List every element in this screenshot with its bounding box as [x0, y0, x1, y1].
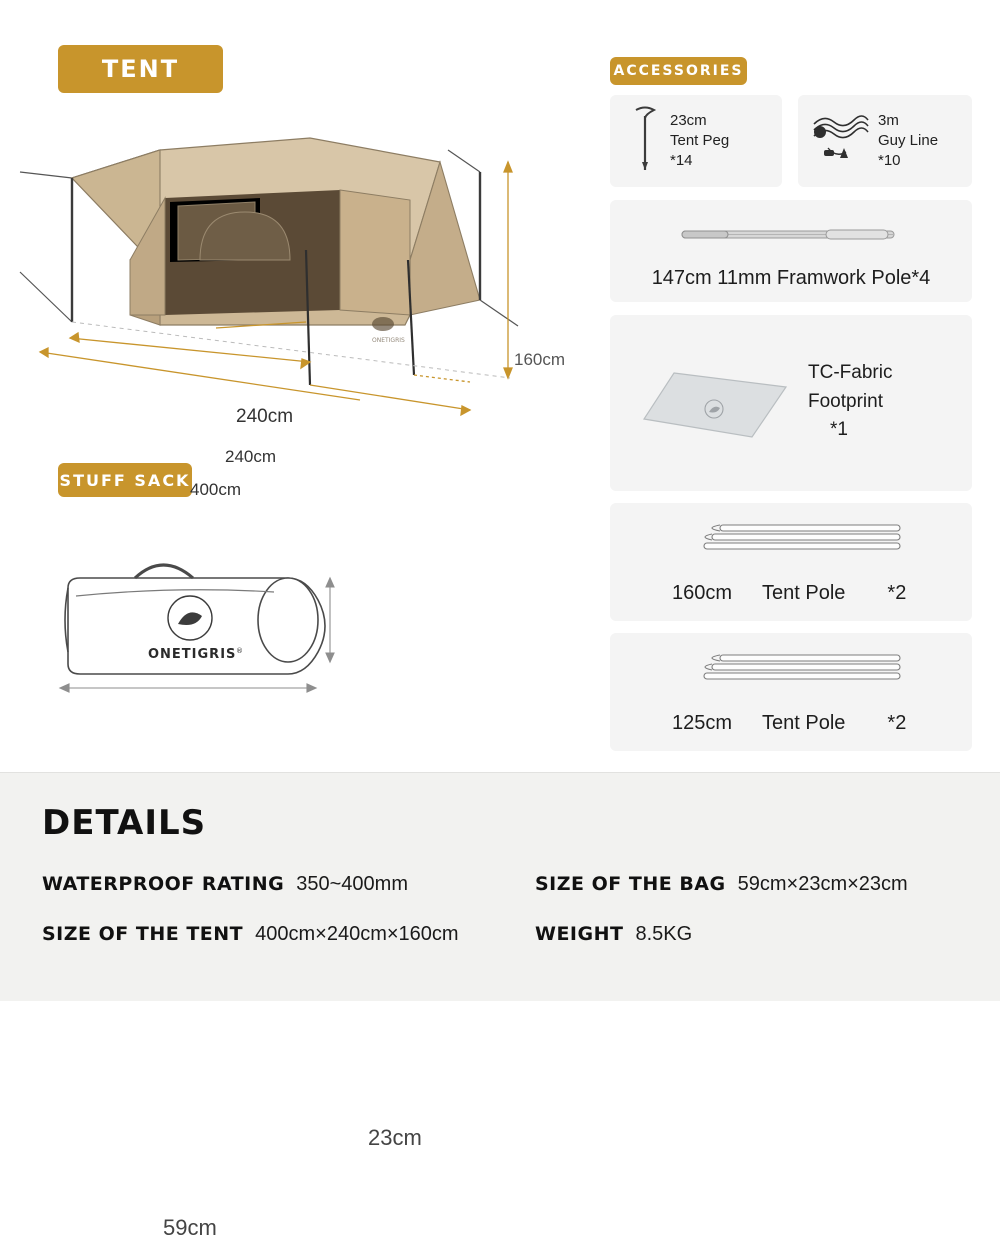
accessory-name: Tent Pole	[762, 712, 846, 734]
accessory-size: 125cm	[672, 712, 733, 734]
section-label-tent: TENT	[58, 45, 223, 93]
accessory-count: *1	[830, 419, 848, 440]
svg-text:®: ®	[236, 647, 243, 655]
stuff-sack-drawing	[30, 520, 450, 740]
spec-size-of-the-tent	[42, 923, 459, 946]
svg-text:ONETIGRIS: ONETIGRIS	[148, 647, 237, 662]
accessory-name-line1: TC-Fabric	[808, 362, 893, 383]
spec-key: WEIGHT	[535, 923, 624, 945]
tent-pole-icon	[698, 519, 904, 562]
framework-pole-icon	[610, 222, 972, 253]
spec-weight	[535, 923, 692, 946]
sack-length-label: 59cm	[163, 1215, 217, 1240]
accessory-count: *2	[887, 712, 907, 734]
spec-key: WATERPROOF RATING	[42, 873, 285, 895]
tent-width-label: 240cm	[225, 447, 277, 466]
accessory-size: 160cm	[672, 582, 733, 604]
accessory-card-guy-line	[798, 95, 972, 187]
details-title: DETAILS	[42, 803, 207, 843]
spec-value: 400cm×240cm×160cm	[255, 923, 459, 945]
accessory-card-tent-pole-125	[610, 633, 972, 751]
spec-key: SIZE OF THE TENT	[42, 923, 244, 945]
accessory-count: *2	[887, 582, 907, 604]
footprint-icon	[640, 367, 790, 448]
svg-text:ONETIGRIS: ONETIGRIS	[372, 337, 405, 344]
accessory-caption: 147cm 11mm Framwork Pole*4	[651, 267, 931, 289]
accessory-name: Tent Pole	[762, 582, 846, 604]
accessory-size: 3m	[878, 111, 899, 129]
spec-value: 8.5KG	[635, 923, 693, 945]
section-label-accessories: ACCESSORIES	[610, 57, 747, 85]
accessory-count: *14	[670, 152, 693, 170]
spec-size-of-the-bag	[535, 873, 908, 896]
spec-value: 59cm×23cm×23cm	[737, 873, 908, 895]
guy-line-icon	[810, 104, 872, 178]
tent-drawing	[10, 110, 590, 450]
tent-depth-label: 240cm	[236, 406, 294, 427]
accessory-card-tent-pole-160	[610, 503, 972, 621]
tent-peg-icon	[628, 104, 662, 178]
accessory-name: Guy Line	[878, 131, 939, 149]
section-label-stuff-sack: STUFF SACK	[58, 463, 192, 497]
details-panel	[0, 772, 1000, 1001]
spec-value: 350~400mm	[296, 873, 408, 895]
accessory-name: Tent Peg	[670, 131, 730, 149]
tent-length-label: 400cm	[190, 480, 242, 499]
sack-height-label: 23cm	[368, 1125, 422, 1150]
spec-key: SIZE OF THE BAG	[535, 873, 726, 895]
accessory-card-framework-pole	[610, 200, 972, 302]
accessory-count: *10	[878, 152, 901, 170]
accessory-card-footprint	[610, 315, 972, 491]
accessory-card-tent-peg	[610, 95, 782, 187]
tent-height-label: 160cm	[514, 350, 566, 369]
tent-pole-icon	[698, 649, 904, 692]
spec-waterproof-rating	[42, 873, 408, 896]
accessory-name-line2: Footprint	[808, 390, 883, 412]
accessory-size: 23cm	[670, 111, 707, 129]
